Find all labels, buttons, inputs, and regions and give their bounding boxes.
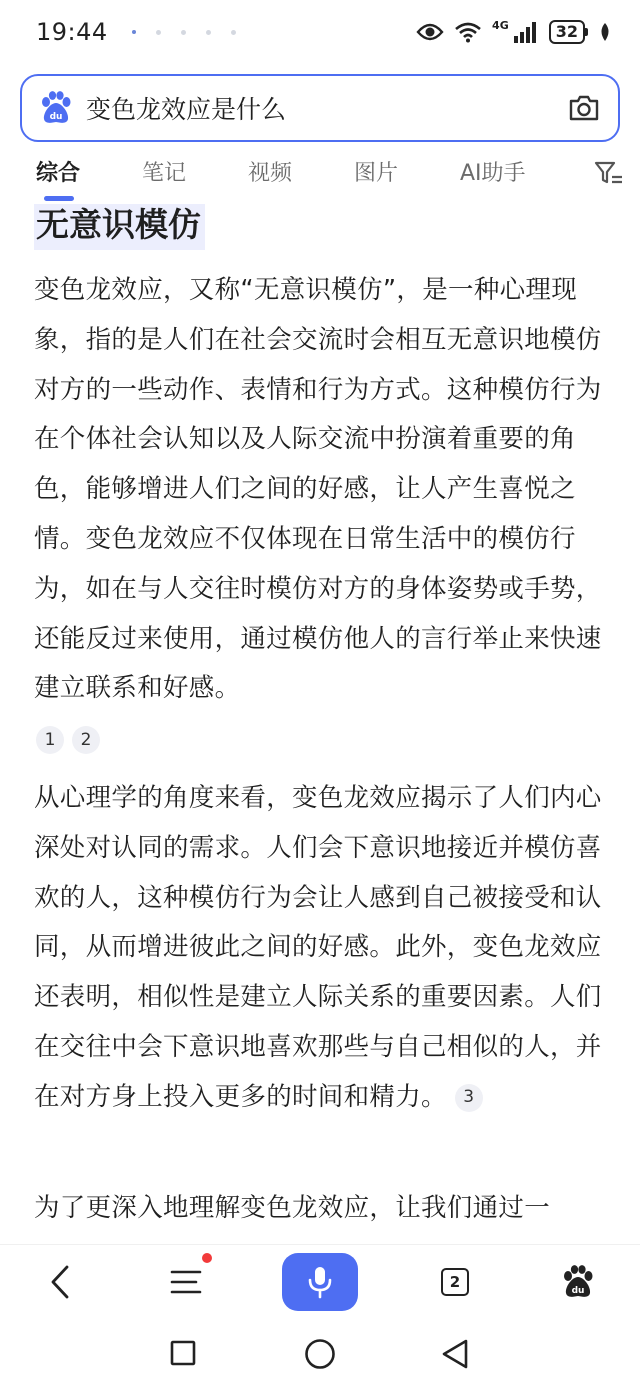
search-bar[interactable] xyxy=(20,74,620,142)
paragraph-3: 为了更深入地理解变色龙效应，让我们通过一 xyxy=(34,1193,551,1223)
tabs-switcher-button[interactable] xyxy=(438,1245,472,1319)
citation-row-1 xyxy=(36,726,108,754)
eye-icon xyxy=(416,22,444,42)
wifi-icon xyxy=(454,21,482,43)
paragraph-1: 变色龙效应，又称“无意识模仿”，是一种心理现象，指的是人们在社会交流时会相互无意识地模仿对方的一些动作、表情和行为方式。这种模仿行为在个体社会认知以及人际交流中扮演着重要的角色，能够增进人们之间的好感，让人产生喜悦之情。变色龙效应不仅体现在日常生活中的模仿行为，如在与人交往时模仿对方的身体姿势或手势，还能反过来使用，通过模仿他人的言行举止来快速建立联系和好感。 xyxy=(34,275,602,704)
notification-dots xyxy=(132,30,236,35)
citation-badge[interactable]: 1 xyxy=(36,726,64,754)
tab-comprehensive[interactable]: 综合 xyxy=(36,161,81,186)
signal-icon xyxy=(513,21,539,43)
answer-content xyxy=(0,200,640,1244)
chevron-left-icon xyxy=(50,1265,70,1299)
system-nav-bar xyxy=(0,1318,640,1387)
paragraph-2-text: 从心理学的角度来看，变色龙效应揭示了人们内心深处对认同的需求。人们会下意识地接近并模仿喜欢的人，这种模仿行为会让人感到自己被接受和认同，从而增进彼此之间的好感。此外，变色龙效应还表明，相似性是建立人际关系的重要因素。人们在交往中会下意识地喜欢那些与自己相似的人，并在对方身上投入更多的时间和精力。 xyxy=(34,783,602,1112)
notification-dot xyxy=(202,1253,212,1263)
section-heading: 无意识模仿 xyxy=(34,204,205,250)
back-triangle-icon[interactable] xyxy=(440,1338,470,1370)
tab-videos[interactable]: 视频 xyxy=(248,161,293,186)
baidu-paw-icon xyxy=(562,1265,594,1299)
menu-icon xyxy=(170,1269,202,1295)
search-tabs xyxy=(0,146,640,202)
status-time: 19:44 xyxy=(36,18,108,46)
back-button[interactable] xyxy=(40,1245,80,1319)
paragraph-2 xyxy=(34,774,606,1123)
camera-icon[interactable] xyxy=(568,94,600,122)
baidu-home-button[interactable] xyxy=(558,1245,598,1319)
recents-icon[interactable] xyxy=(170,1340,196,1366)
tab-notes[interactable]: 笔记 xyxy=(142,161,187,186)
tab-count: 2 xyxy=(441,1268,469,1296)
baidu-logo-icon xyxy=(40,91,72,125)
voice-search-button[interactable] xyxy=(282,1253,358,1311)
tab-ai-assistant[interactable]: AI助手 xyxy=(460,161,526,186)
leaf-icon xyxy=(598,22,612,42)
status-bar xyxy=(0,0,640,64)
citation-badge[interactable]: 3 xyxy=(455,1084,483,1112)
battery-level: 32 xyxy=(549,20,585,44)
battery-indicator xyxy=(549,20,588,44)
search-input[interactable]: 变色龙效应是什么 xyxy=(86,95,287,124)
network-type: 4G xyxy=(492,18,509,32)
filter-icon[interactable] xyxy=(594,160,624,186)
tab-images[interactable]: 图片 xyxy=(354,161,399,186)
menu-button[interactable] xyxy=(166,1245,206,1319)
status-icons xyxy=(416,20,612,44)
citation-badge[interactable]: 2 xyxy=(72,726,100,754)
svg-text:du: du xyxy=(49,112,63,122)
bottom-nav xyxy=(0,1244,640,1318)
svg-text:du: du xyxy=(571,1286,585,1296)
microphone-icon xyxy=(307,1265,333,1299)
home-icon[interactable] xyxy=(304,1338,336,1370)
